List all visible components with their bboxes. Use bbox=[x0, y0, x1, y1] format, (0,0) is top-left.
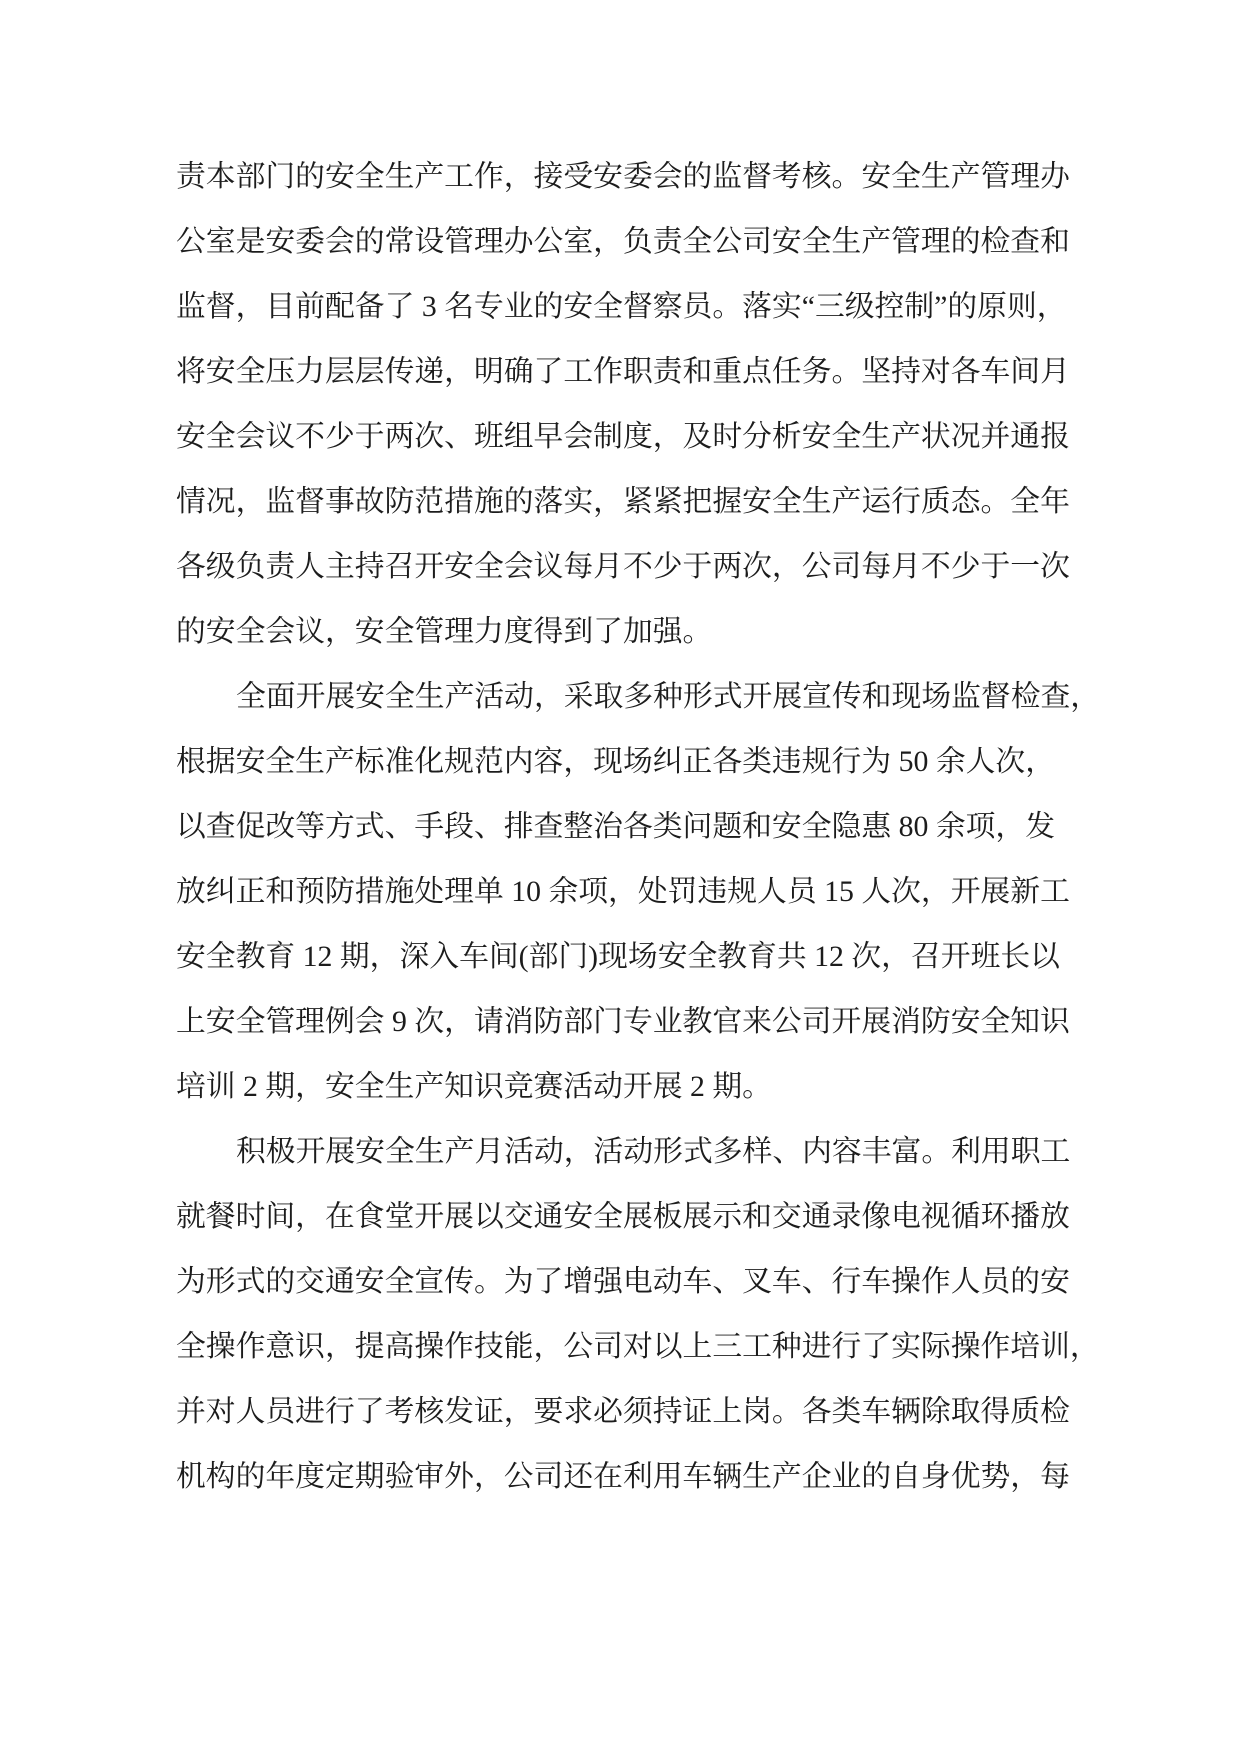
text-line: 以查促改等方式、手段、排查整治各类问题和安全隐惠 80 余项，发 bbox=[176, 810, 1056, 843]
paragraph-3 bbox=[176, 1119, 1240, 1509]
text-line: 全面开展安全生产活动，采取多种形式开展宣传和现场监督检查， bbox=[236, 680, 1101, 713]
text-line: 公室是安委会的常设管理办公室，负责全公司安全生产管理的检查和 bbox=[176, 225, 1070, 258]
text-line: 上安全管理例会 9 次，请消防部门专业教官来公司开展消防安全知识 bbox=[176, 1005, 1070, 1038]
paragraph-1 bbox=[176, 144, 1240, 664]
text-line: 安全会议不少于两次、班组早会制度，及时分析安全生产状况并通报 bbox=[176, 420, 1070, 453]
text-line: 情况，监督事故防范措施的落实，紧紧把握安全生产运行质态。全年 bbox=[176, 485, 1070, 518]
text-line: 放纠正和预防措施处理单 10 余项，处罚违规人员 15 人次，开展新工 bbox=[176, 875, 1070, 908]
text-line: 为形式的交通安全宣传。为了增强电动车、叉车、行车操作人员的安 bbox=[176, 1265, 1070, 1298]
text-line: 积极开展安全生产月活动，活动形式多样、内容丰富。利用职工 bbox=[236, 1135, 1071, 1168]
text-line: 责本部门的安全生产工作，接受安委会的监督考核。安全生产管理办 bbox=[176, 160, 1070, 193]
text-line: 机构的年度定期验审外，公司还在利用车辆生产企业的自身优势，每 bbox=[176, 1460, 1070, 1493]
text-line: 培训 2 期，安全生产知识竞赛活动开展 2 期。 bbox=[176, 1070, 772, 1103]
text-line: 的安全会议，安全管理力度得到了加强。 bbox=[176, 615, 713, 648]
text-line: 全操作意识，提高操作技能，公司对以上三工种进行了实际操作培训， bbox=[176, 1330, 1100, 1363]
text-line: 安全教育 12 期，深入车间(部门)现场安全教育共 12 次，召开班长以 bbox=[176, 940, 1060, 973]
text-line: 就餐时间，在食堂开展以交通安全展板展示和交通录像电视循环播放 bbox=[176, 1200, 1070, 1233]
text-line: 各级负责人主持召开安全会议每月不少于两次，公司每月不少于一次 bbox=[176, 550, 1070, 583]
text-line: 根据安全生产标准化规范内容，现场纠正各类违规行为 50 余人次， bbox=[176, 745, 1056, 778]
paragraph-2 bbox=[176, 664, 1240, 1119]
text-line: 将安全压力层层传递，明确了工作职责和重点任务。坚持对各车间月 bbox=[176, 355, 1070, 388]
text-line: 并对人员进行了考核发证，要求必须持证上岗。各类车辆除取得质检 bbox=[176, 1395, 1070, 1428]
text-line: 监督，目前配备了 3 名专业的安全督察员。落实“三级控制”的原则， bbox=[176, 290, 1067, 323]
